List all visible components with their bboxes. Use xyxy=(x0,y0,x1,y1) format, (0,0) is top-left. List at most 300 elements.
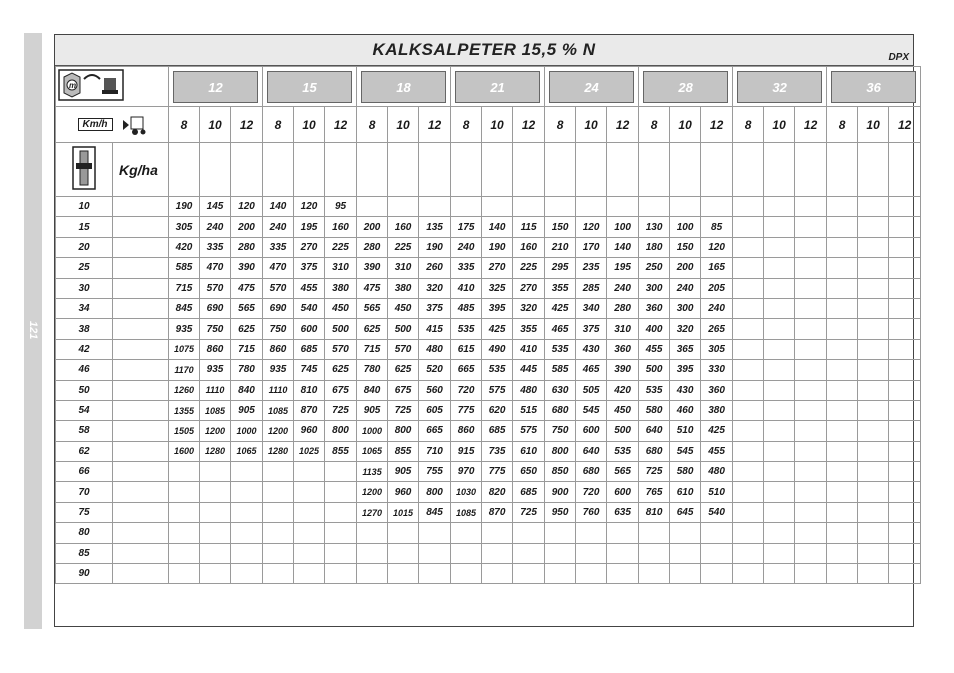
rate-cell: 510 xyxy=(701,482,733,502)
rate-value: 42 xyxy=(56,339,113,359)
blank-cell xyxy=(639,143,670,197)
rate-cell: 355 xyxy=(513,319,545,339)
rate-cell: 450 xyxy=(607,400,639,420)
rate-cell xyxy=(827,339,858,359)
rate-cell: 240 xyxy=(607,278,639,298)
working-width-18: 18 xyxy=(361,71,446,103)
rate-cell: 200 xyxy=(670,258,701,278)
rate-cell: 800 xyxy=(545,441,576,461)
rate-cell xyxy=(263,564,294,584)
rate-cell: 240 xyxy=(263,217,294,237)
rate-cell xyxy=(545,197,576,217)
rate-cell: 715 xyxy=(169,278,200,298)
rate-cell xyxy=(357,564,388,584)
table-row xyxy=(56,400,921,420)
rate-cell: 860 xyxy=(451,421,482,441)
rate-cell xyxy=(764,298,795,318)
rate-cell: 905 xyxy=(388,462,419,482)
rate-cell: 500 xyxy=(325,319,357,339)
rate-cell xyxy=(576,564,607,584)
blank-cell xyxy=(576,143,607,197)
table-row xyxy=(56,360,921,380)
table-frame xyxy=(54,34,914,627)
rate-cell: 210 xyxy=(545,237,576,257)
rate-cell: 295 xyxy=(545,258,576,278)
rate-cell: 455 xyxy=(294,278,325,298)
rate-cell: 475 xyxy=(357,278,388,298)
blank-cell xyxy=(764,143,795,197)
rate-cell xyxy=(482,564,513,584)
blank-cell xyxy=(607,143,639,197)
rate-cell xyxy=(858,298,889,318)
table-row xyxy=(56,217,921,237)
rate-cell: 845 xyxy=(419,502,451,522)
rate-cell xyxy=(795,197,827,217)
rate-cell xyxy=(827,237,858,257)
rate-cell: 855 xyxy=(325,441,357,461)
rate-cell xyxy=(263,523,294,543)
rate-cell xyxy=(858,482,889,502)
rate-cell: 390 xyxy=(357,258,388,278)
rate-cell: 470 xyxy=(263,258,294,278)
rate-cell xyxy=(733,319,764,339)
width-header-cell xyxy=(639,67,733,107)
rate-cell xyxy=(482,543,513,563)
rate-cell: 1025 xyxy=(294,441,325,461)
rate-cell: 820 xyxy=(482,482,513,502)
blank-cell xyxy=(513,143,545,197)
rate-cell: 85 xyxy=(701,217,733,237)
rate-cell: 775 xyxy=(451,400,482,420)
rate-cell: 460 xyxy=(670,400,701,420)
table-row xyxy=(56,319,921,339)
rate-value: 54 xyxy=(56,400,113,420)
blank-cell xyxy=(113,502,169,522)
rate-cell: 165 xyxy=(701,258,733,278)
rate-cell: 565 xyxy=(357,298,388,318)
blank-cell xyxy=(113,482,169,502)
rate-cell xyxy=(294,482,325,502)
rate-cell: 1200 xyxy=(200,421,231,441)
rate-cell xyxy=(200,543,231,563)
blank-cell xyxy=(113,197,169,217)
blank-cell xyxy=(701,143,733,197)
rate-cell xyxy=(764,258,795,278)
rate-cell xyxy=(764,543,795,563)
rate-cell xyxy=(294,462,325,482)
rate-cell xyxy=(858,217,889,237)
rate-cell: 970 xyxy=(451,462,482,482)
speed-header-12: 12 xyxy=(325,107,357,143)
blank-cell xyxy=(670,143,701,197)
rate-cell: 1000 xyxy=(231,421,263,441)
blank-cell xyxy=(113,400,169,420)
rate-cell: 395 xyxy=(482,298,513,318)
speed-header-12: 12 xyxy=(419,107,451,143)
rate-cell: 935 xyxy=(169,319,200,339)
rate-unit-label: Kg/ha xyxy=(113,143,169,197)
rate-cell xyxy=(200,502,231,522)
rate-value: 70 xyxy=(56,482,113,502)
rate-cell xyxy=(545,564,576,584)
rate-cell xyxy=(733,482,764,502)
rate-cell: 615 xyxy=(451,339,482,359)
rate-cell xyxy=(827,319,858,339)
rate-cell: 1030 xyxy=(451,482,482,502)
rate-cell xyxy=(764,400,795,420)
rate-cell xyxy=(764,217,795,237)
blank-cell xyxy=(113,462,169,482)
rate-cell xyxy=(795,217,827,237)
rate-cell: 585 xyxy=(169,258,200,278)
rate-cell: 235 xyxy=(576,258,607,278)
rate-cell xyxy=(889,197,921,217)
rate-cell: 665 xyxy=(451,360,482,380)
rate-cell: 445 xyxy=(513,360,545,380)
spreader-width-icon xyxy=(58,69,124,101)
rate-cell: 490 xyxy=(482,339,513,359)
rate-cell: 500 xyxy=(607,421,639,441)
rate-cell: 425 xyxy=(701,421,733,441)
rate-cell: 270 xyxy=(482,258,513,278)
rate-cell xyxy=(795,237,827,257)
rate-value: 10 xyxy=(56,197,113,217)
rate-cell: 725 xyxy=(513,502,545,522)
rate-cell xyxy=(764,319,795,339)
table-row xyxy=(56,421,921,441)
speed-header-8: 8 xyxy=(639,107,670,143)
rate-cell: 515 xyxy=(513,400,545,420)
rate-cell: 725 xyxy=(325,400,357,420)
rate-cell: 360 xyxy=(607,339,639,359)
rate-cell xyxy=(670,543,701,563)
blank-cell xyxy=(419,143,451,197)
rate-cell xyxy=(733,441,764,461)
rate-cell xyxy=(889,258,921,278)
rate-cell xyxy=(827,217,858,237)
rate-cell xyxy=(795,380,827,400)
rate-cell xyxy=(889,237,921,257)
rate-cell: 765 xyxy=(639,482,670,502)
rate-cell: 280 xyxy=(607,298,639,318)
rate-cell: 1110 xyxy=(200,380,231,400)
rate-cell xyxy=(889,462,921,482)
rate-cell xyxy=(607,197,639,217)
rate-cell: 480 xyxy=(513,380,545,400)
speed-header-12: 12 xyxy=(231,107,263,143)
rate-cell: 720 xyxy=(576,482,607,502)
rate-cell: 665 xyxy=(419,421,451,441)
rate-cell xyxy=(733,462,764,482)
svg-text:m: m xyxy=(69,81,77,90)
rate-cell: 375 xyxy=(576,319,607,339)
rate-cell xyxy=(263,482,294,502)
rate-cell xyxy=(795,441,827,461)
rate-cell xyxy=(231,462,263,482)
rate-cell xyxy=(451,543,482,563)
rate-cell: 265 xyxy=(701,319,733,339)
rate-cell: 575 xyxy=(482,380,513,400)
rate-cell xyxy=(388,523,419,543)
rate-cell: 335 xyxy=(263,237,294,257)
blank-cell xyxy=(113,441,169,461)
rate-cell: 380 xyxy=(701,400,733,420)
rate-cell: 400 xyxy=(639,319,670,339)
rate-cell xyxy=(325,564,357,584)
rate-cell: 565 xyxy=(231,298,263,318)
rate-cell: 635 xyxy=(607,502,639,522)
rate-cell xyxy=(795,502,827,522)
rate-cell: 1065 xyxy=(357,441,388,461)
rate-cell xyxy=(545,543,576,563)
blank-cell xyxy=(827,143,858,197)
speed-header-12: 12 xyxy=(795,107,827,143)
rate-cell xyxy=(858,421,889,441)
rate-cell xyxy=(607,523,639,543)
rate-cell xyxy=(419,523,451,543)
blank-cell xyxy=(113,360,169,380)
rate-cell: 335 xyxy=(200,237,231,257)
rate-cell: 1085 xyxy=(263,400,294,420)
rate-cell xyxy=(200,523,231,543)
rate-cell: 120 xyxy=(576,217,607,237)
rate-cell xyxy=(764,462,795,482)
rate-cell xyxy=(701,523,733,543)
rate-cell xyxy=(639,543,670,563)
rate-cell xyxy=(889,421,921,441)
rate-cell xyxy=(701,543,733,563)
rate-cell: 870 xyxy=(294,400,325,420)
speed-header-10: 10 xyxy=(294,107,325,143)
width-header-cell xyxy=(827,67,921,107)
table-row xyxy=(56,298,921,318)
rate-cell xyxy=(482,523,513,543)
rate-cell: 780 xyxy=(357,360,388,380)
rate-cell xyxy=(764,502,795,522)
blank-cell xyxy=(113,380,169,400)
rate-cell xyxy=(795,278,827,298)
rate-cell xyxy=(889,339,921,359)
rate-cell: 420 xyxy=(607,380,639,400)
rate-cell: 745 xyxy=(294,360,325,380)
speed-unit-label: Km/h xyxy=(78,118,113,131)
speed-header-8: 8 xyxy=(827,107,858,143)
rate-cell: 505 xyxy=(576,380,607,400)
rate-cell xyxy=(169,462,200,482)
rate-cell xyxy=(827,523,858,543)
speed-header-10: 10 xyxy=(200,107,231,143)
rate-cell xyxy=(325,502,357,522)
rate-cell xyxy=(294,523,325,543)
rate-cell xyxy=(639,197,670,217)
rate-value: 90 xyxy=(56,564,113,584)
rate-cell xyxy=(169,523,200,543)
rate-cell: 1170 xyxy=(169,360,200,380)
rate-cell xyxy=(576,523,607,543)
rate-cell xyxy=(795,564,827,584)
rate-value: 30 xyxy=(56,278,113,298)
rate-cell: 100 xyxy=(670,217,701,237)
blank-cell xyxy=(113,237,169,257)
rate-cell xyxy=(858,197,889,217)
rate-cell xyxy=(670,197,701,217)
table-row xyxy=(56,564,921,584)
speed-header-8: 8 xyxy=(451,107,482,143)
table-row xyxy=(56,197,921,217)
rate-cell xyxy=(701,197,733,217)
blank-cell xyxy=(113,278,169,298)
rate-cell: 160 xyxy=(513,237,545,257)
rate-cell xyxy=(858,319,889,339)
rate-cell xyxy=(764,278,795,298)
rate-cell: 850 xyxy=(545,462,576,482)
rate-cell: 140 xyxy=(607,237,639,257)
rate-cell: 485 xyxy=(451,298,482,318)
rate-cell xyxy=(827,400,858,420)
rate-cell: 935 xyxy=(263,360,294,380)
blank-cell xyxy=(231,143,263,197)
rate-cell: 305 xyxy=(701,339,733,359)
width-header-cell xyxy=(169,67,263,107)
rate-cell xyxy=(733,523,764,543)
rate-cell: 425 xyxy=(482,319,513,339)
rate-cell xyxy=(325,523,357,543)
rate-cell: 120 xyxy=(294,197,325,217)
rate-cell: 240 xyxy=(670,278,701,298)
rate-cell: 545 xyxy=(670,441,701,461)
rate-cell xyxy=(795,462,827,482)
rate-cell xyxy=(231,564,263,584)
rate-cell: 1200 xyxy=(263,421,294,441)
rate-cell: 190 xyxy=(482,237,513,257)
rate-cell xyxy=(200,462,231,482)
rate-cell: 915 xyxy=(451,441,482,461)
rate-cell xyxy=(200,564,231,584)
table-row xyxy=(56,380,921,400)
rate-cell xyxy=(733,217,764,237)
speed-header-10: 10 xyxy=(576,107,607,143)
rate-cell: 900 xyxy=(545,482,576,502)
rate-cell: 1280 xyxy=(200,441,231,461)
rate-cell xyxy=(764,482,795,502)
working-width-24: 24 xyxy=(549,71,634,103)
rate-cell: 285 xyxy=(576,278,607,298)
speed-header-10: 10 xyxy=(764,107,795,143)
rate-cell: 535 xyxy=(482,360,513,380)
rate-cell: 685 xyxy=(294,339,325,359)
rate-cell: 280 xyxy=(357,237,388,257)
rate-cell: 320 xyxy=(513,298,545,318)
table-row xyxy=(56,502,921,522)
rate-cell xyxy=(795,421,827,441)
rate-cell: 625 xyxy=(325,360,357,380)
rate-cell xyxy=(827,298,858,318)
blank-cell xyxy=(733,143,764,197)
rate-cell: 1600 xyxy=(169,441,200,461)
rate-cell xyxy=(764,421,795,441)
rate-cell: 190 xyxy=(169,197,200,217)
rate-cell xyxy=(827,258,858,278)
rate-cell: 310 xyxy=(325,258,357,278)
rate-cell xyxy=(889,217,921,237)
rate-cell: 410 xyxy=(513,339,545,359)
rate-cell: 645 xyxy=(670,502,701,522)
rate-cell: 175 xyxy=(451,217,482,237)
rate-cell: 810 xyxy=(639,502,670,522)
rate-cell: 1000 xyxy=(357,421,388,441)
rate-cell: 195 xyxy=(607,258,639,278)
rate-cell: 135 xyxy=(419,217,451,237)
rate-cell: 160 xyxy=(388,217,419,237)
rate-cell xyxy=(513,523,545,543)
rate-cell: 810 xyxy=(294,380,325,400)
rate-cell xyxy=(889,482,921,502)
rate-cell: 500 xyxy=(388,319,419,339)
rate-cell xyxy=(263,462,294,482)
rate-cell: 1085 xyxy=(200,400,231,420)
rate-cell: 630 xyxy=(545,380,576,400)
rate-cell xyxy=(764,523,795,543)
rate-cell xyxy=(419,564,451,584)
rate-value: 85 xyxy=(56,543,113,563)
blank-cell xyxy=(113,298,169,318)
rate-cell: 180 xyxy=(639,237,670,257)
rate-cell xyxy=(858,237,889,257)
rate-cell xyxy=(294,502,325,522)
rate-cell xyxy=(889,502,921,522)
rate-cell xyxy=(513,543,545,563)
rate-cell: 380 xyxy=(388,278,419,298)
rate-cell: 1015 xyxy=(388,502,419,522)
rate-cell xyxy=(858,462,889,482)
rate-cell: 310 xyxy=(388,258,419,278)
rate-cell xyxy=(231,502,263,522)
rate-cell: 335 xyxy=(451,258,482,278)
rate-cell xyxy=(733,564,764,584)
rate-cell: 160 xyxy=(325,217,357,237)
rate-cell: 390 xyxy=(231,258,263,278)
table-row xyxy=(56,523,921,543)
rate-cell: 455 xyxy=(701,441,733,461)
rate-cell: 200 xyxy=(231,217,263,237)
rate-cell: 1280 xyxy=(263,441,294,461)
rate-cell xyxy=(513,564,545,584)
table-row xyxy=(56,462,921,482)
rate-cell: 855 xyxy=(388,441,419,461)
rate-cell xyxy=(169,482,200,502)
rate-cell: 800 xyxy=(325,421,357,441)
rate-cell: 575 xyxy=(513,421,545,441)
speed-header-8: 8 xyxy=(357,107,388,143)
rate-cell: 225 xyxy=(513,258,545,278)
rate-cell xyxy=(388,543,419,563)
rate-cell xyxy=(419,543,451,563)
table-row xyxy=(56,339,921,359)
speed-header-12: 12 xyxy=(513,107,545,143)
rate-cell: 620 xyxy=(482,400,513,420)
rate-cell xyxy=(733,298,764,318)
rate-cell xyxy=(795,400,827,420)
tractor-speed-icon-cell xyxy=(56,107,169,143)
rate-cell: 475 xyxy=(231,278,263,298)
rate-cell: 205 xyxy=(701,278,733,298)
blank-cell xyxy=(357,143,388,197)
rate-cell xyxy=(795,298,827,318)
width-header-cell xyxy=(451,67,545,107)
table-row xyxy=(56,482,921,502)
rate-cell: 140 xyxy=(482,217,513,237)
rate-cell: 300 xyxy=(670,298,701,318)
